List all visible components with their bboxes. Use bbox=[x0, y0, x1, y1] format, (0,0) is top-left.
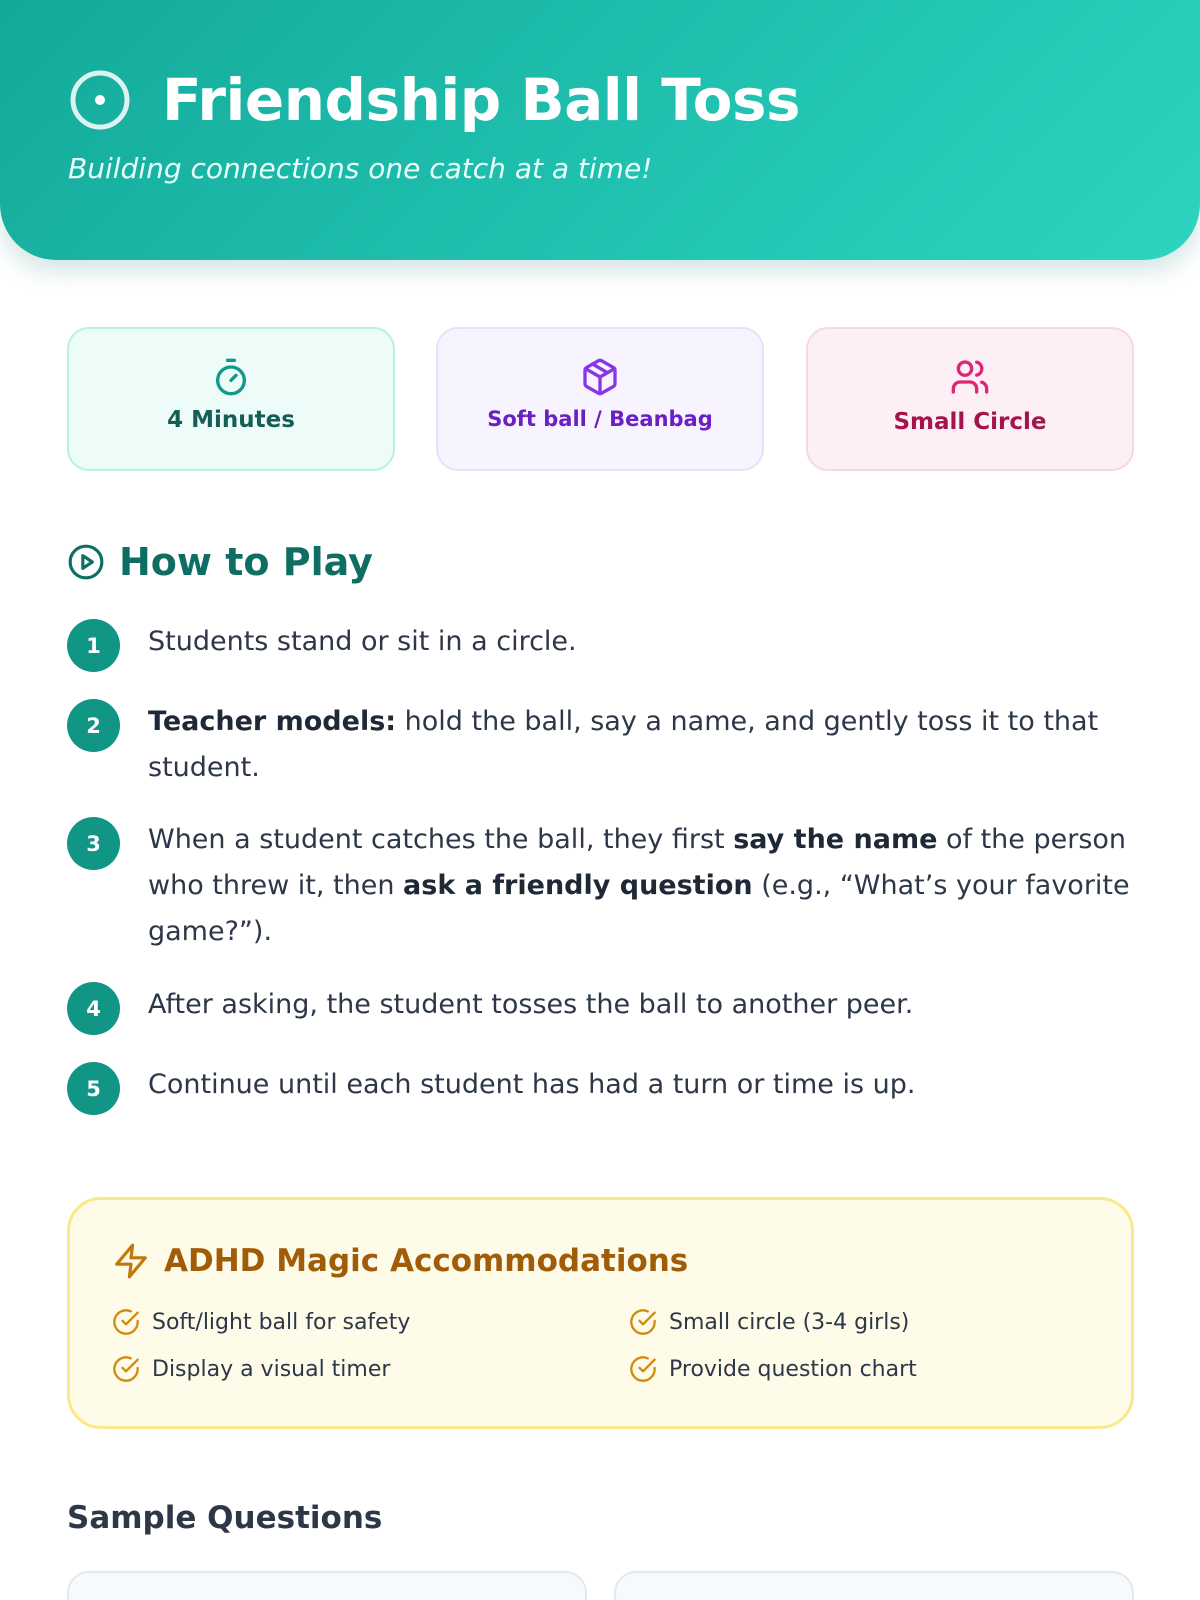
step-text-segment: When a student catches the ball, they first bbox=[148, 824, 734, 855]
accommodation-item bbox=[629, 1355, 917, 1383]
check-circle-icon bbox=[112, 1355, 140, 1383]
how-to-play-heading bbox=[67, 540, 373, 584]
step-text bbox=[148, 982, 1148, 1028]
step-number: 4 bbox=[67, 982, 120, 1035]
target-icon bbox=[68, 68, 132, 132]
duration-card bbox=[67, 327, 395, 471]
accommodation-text: Small circle (3-4 girls) bbox=[669, 1309, 910, 1335]
step-text bbox=[148, 699, 1148, 791]
step-text-segment: hold the ball, say a name, and gently toss it to that student. bbox=[148, 706, 1099, 783]
group-size-card bbox=[806, 327, 1134, 471]
materials-label: Soft ball / Beanbag bbox=[487, 407, 713, 431]
adhd-accommodations-panel bbox=[67, 1197, 1134, 1429]
page-title: Friendship Ball Toss bbox=[162, 66, 800, 134]
accommodation-item bbox=[629, 1308, 909, 1336]
stopwatch-icon bbox=[211, 357, 251, 397]
accommodation-item bbox=[112, 1355, 390, 1383]
accommodation-text: Soft/light ball for safety bbox=[152, 1309, 411, 1335]
step-number: 5 bbox=[67, 1062, 120, 1115]
step-number: 3 bbox=[67, 817, 120, 870]
step-emphasis: Teacher models: bbox=[148, 706, 397, 737]
check-circle-icon bbox=[629, 1308, 657, 1336]
adhd-heading bbox=[112, 1242, 688, 1280]
sample-questions-title: Sample Questions bbox=[67, 1500, 383, 1536]
page-subtitle: Building connections one catch at a time! bbox=[68, 152, 653, 185]
users-icon bbox=[950, 357, 990, 397]
step-number: 2 bbox=[67, 699, 120, 752]
step-text-segment: of the person who threw it, then bbox=[148, 824, 1127, 901]
materials-card bbox=[436, 327, 764, 471]
page-header bbox=[0, 0, 1200, 260]
adhd-title: ADHD Magic Accommodations bbox=[164, 1243, 689, 1279]
step-text-segment: After asking, the student tosses the ball to another peer. bbox=[148, 989, 914, 1020]
check-circle-icon bbox=[629, 1355, 657, 1383]
duration-label: 4 Minutes bbox=[167, 407, 295, 433]
accommodation-text: Display a visual timer bbox=[152, 1356, 391, 1382]
header-title-row bbox=[68, 60, 800, 140]
step-number: 1 bbox=[67, 619, 120, 672]
step-emphasis: say the name bbox=[733, 824, 938, 855]
step-text bbox=[148, 817, 1148, 955]
step-text bbox=[148, 1062, 1148, 1108]
play-circle-icon bbox=[67, 543, 105, 581]
info-cards bbox=[67, 327, 1134, 471]
check-circle-icon bbox=[112, 1308, 140, 1336]
box-icon bbox=[580, 357, 620, 397]
sample-question-card bbox=[614, 1571, 1134, 1600]
step-text-segment: Continue until each student has had a turn or time is up. bbox=[148, 1069, 916, 1100]
step-text-segment: Students stand or sit in a circle. bbox=[148, 626, 577, 657]
accommodation-item bbox=[112, 1308, 410, 1336]
lightning-icon bbox=[112, 1242, 150, 1280]
step-emphasis: ask a friendly question bbox=[403, 870, 753, 901]
step-text bbox=[148, 619, 1148, 665]
sample-question-card bbox=[67, 1571, 587, 1600]
accommodation-text: Provide question chart bbox=[669, 1356, 917, 1382]
how-to-play-title: How to Play bbox=[119, 540, 373, 584]
step-text-segment: (e.g., “What’s your favorite game?”). bbox=[148, 870, 1130, 947]
group-size-label: Small Circle bbox=[893, 409, 1047, 435]
